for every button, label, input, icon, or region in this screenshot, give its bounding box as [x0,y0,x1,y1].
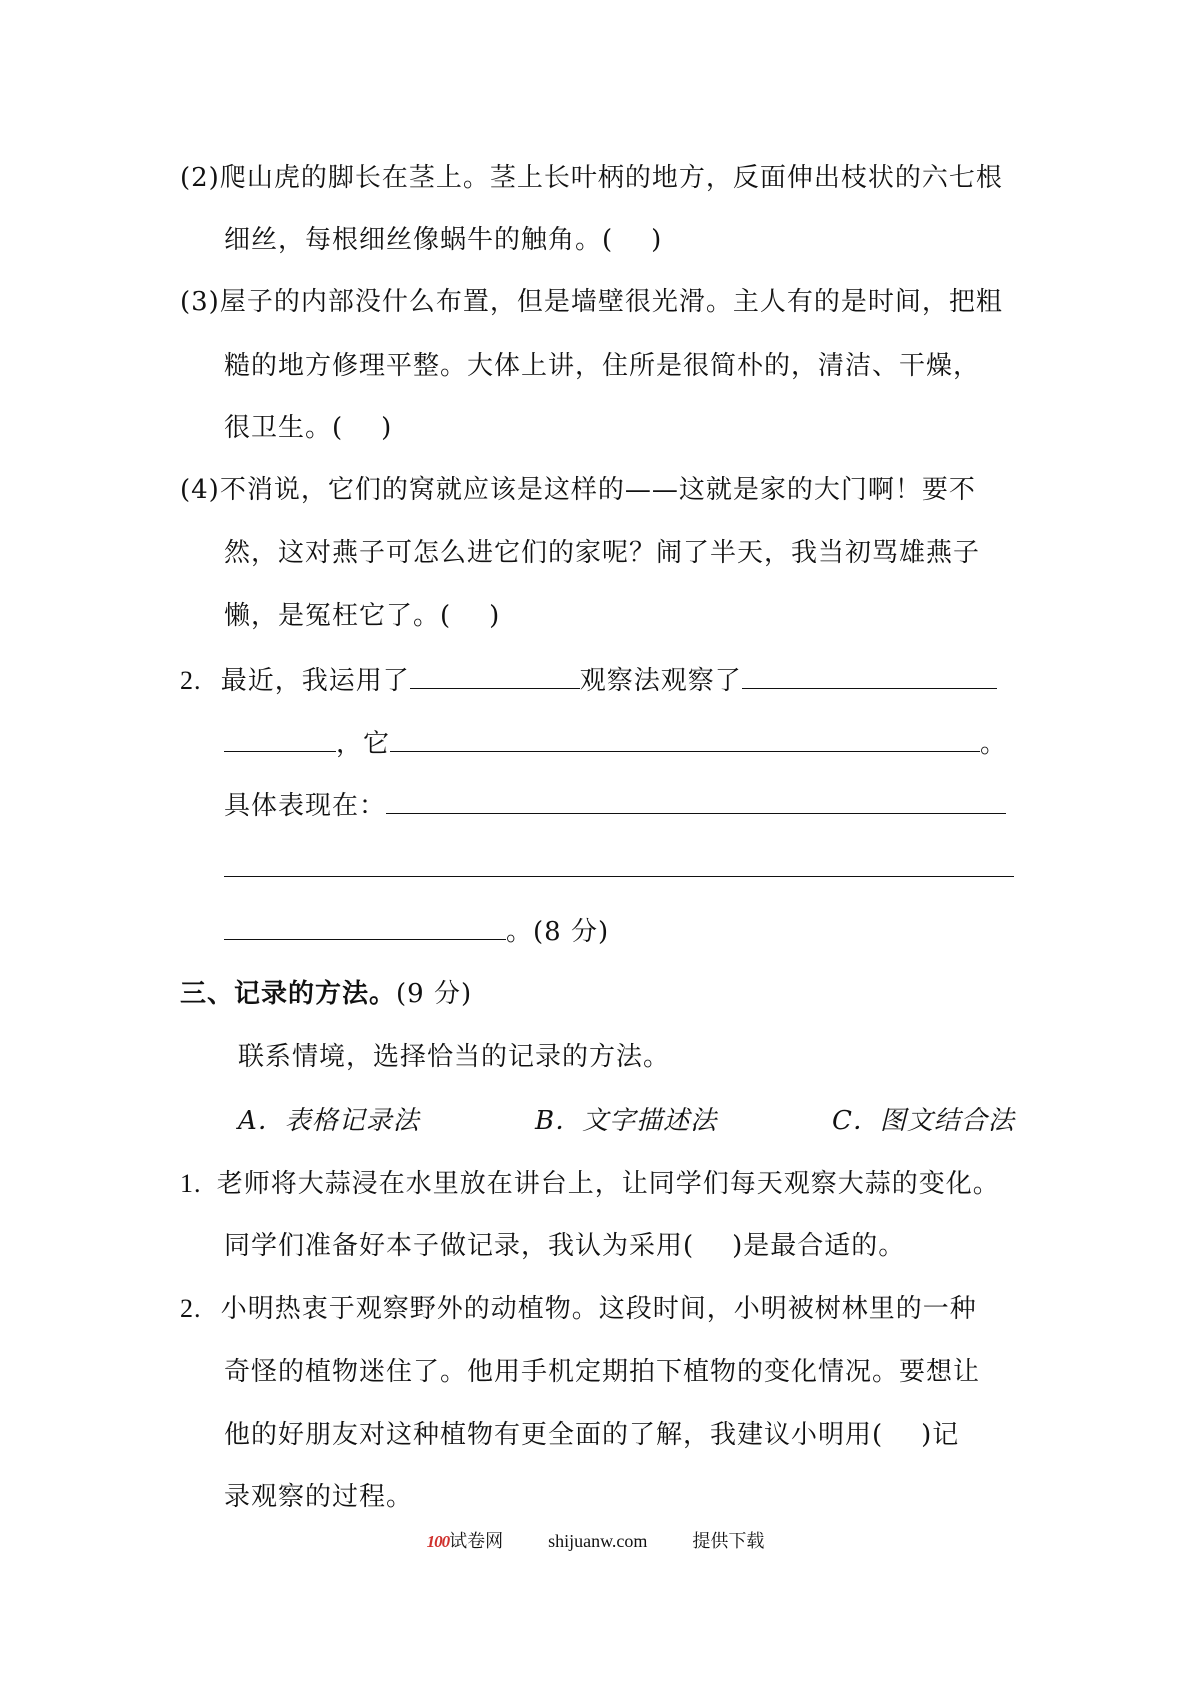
q1-item2-line1: (2)爬山虎的脚长在茎上。茎上长叶柄的地方，反面伸出枝状的六七根 [180,163,1003,193]
section-score: (9 分) [396,979,473,1009]
q2-line2: ，它 。 [224,725,1007,762]
q1-item3-line2: 糙的地方修理平整。大体上讲，住所是很简朴的，清洁、干燥， [224,351,981,381]
section-title: 三、记录的方法。 [180,979,397,1009]
fill-blank-method[interactable] [410,662,580,689]
option-c: C．图文结合法 [832,1106,1015,1136]
option-a: A．表格记录法 [238,1106,420,1136]
q2-line1: 2. 最近，我运用了 观察法观察了 [180,662,997,699]
fill-blank-object-cont[interactable] [224,725,336,752]
q1-item4-line1: (4)不消说，它们的窝就应该是这样的——这就是家的大门啊！要不 [180,475,976,505]
site-domain[interactable]: shijuanw.com [548,1531,648,1551]
q1-item3-line3: 很卫生。( ) [224,413,393,443]
q1-item4-line3: 懒，是冤枉它了。( ) [224,601,501,631]
q1-item2-line2: 细丝，每根细丝像蜗牛的触角。( ) [224,225,663,255]
fill-blank-details[interactable] [386,787,1006,814]
s3-q2-line4: 录观察的过程。 [224,1482,414,1512]
q1-item4-line2: 然，这对燕子可怎么进它们的家呢？闹了半天，我当初骂雄燕子 [224,538,981,568]
fill-blank-object[interactable] [742,662,997,689]
fill-blank-details-cont[interactable] [224,850,1014,877]
site-logo-icon: 100 [426,1532,450,1551]
section-3-instruction: 联系情境，选择恰当的记录的方法。 [238,1042,671,1072]
section-3-heading [180,976,472,1012]
q2-line5: 。(8 分) [224,913,609,950]
site-name: 试卷网 [449,1531,504,1551]
footer [0,1527,1191,1553]
s3-q2-line2: 奇怪的植物迷住了。他用手机定期拍下植物的变化情况。要想让 [224,1357,981,1387]
q2-line4 [224,850,1014,887]
s3-q2-line1: 2. 小明热衷于观察野外的动植物。这段时间，小明被树林里的一种 [180,1294,977,1324]
download-note: 提供下载 [692,1531,765,1551]
s3-q2-line3: 他的好朋友对这种植物有更全面的了解，我建议小明用( )记 [224,1420,960,1450]
s3-q1-line2: 同学们准备好本子做记录，我认为采用( )是最合适的。 [224,1231,906,1261]
fill-blank-details-end[interactable] [224,913,506,940]
q2-line3: 具体表现在： [224,787,1006,824]
option-b: B．文字描述法 [535,1106,718,1136]
fill-blank-feature[interactable] [390,725,980,752]
s3-q1-line1: 1. 老师将大蒜浸在水里放在讲台上，让同学们每天观察大蒜的变化。 [180,1169,1000,1199]
q1-item3-line1: (3)屋子的内部没什么布置，但是墙壁很光滑。主人有的是时间，把粗 [180,287,1003,317]
